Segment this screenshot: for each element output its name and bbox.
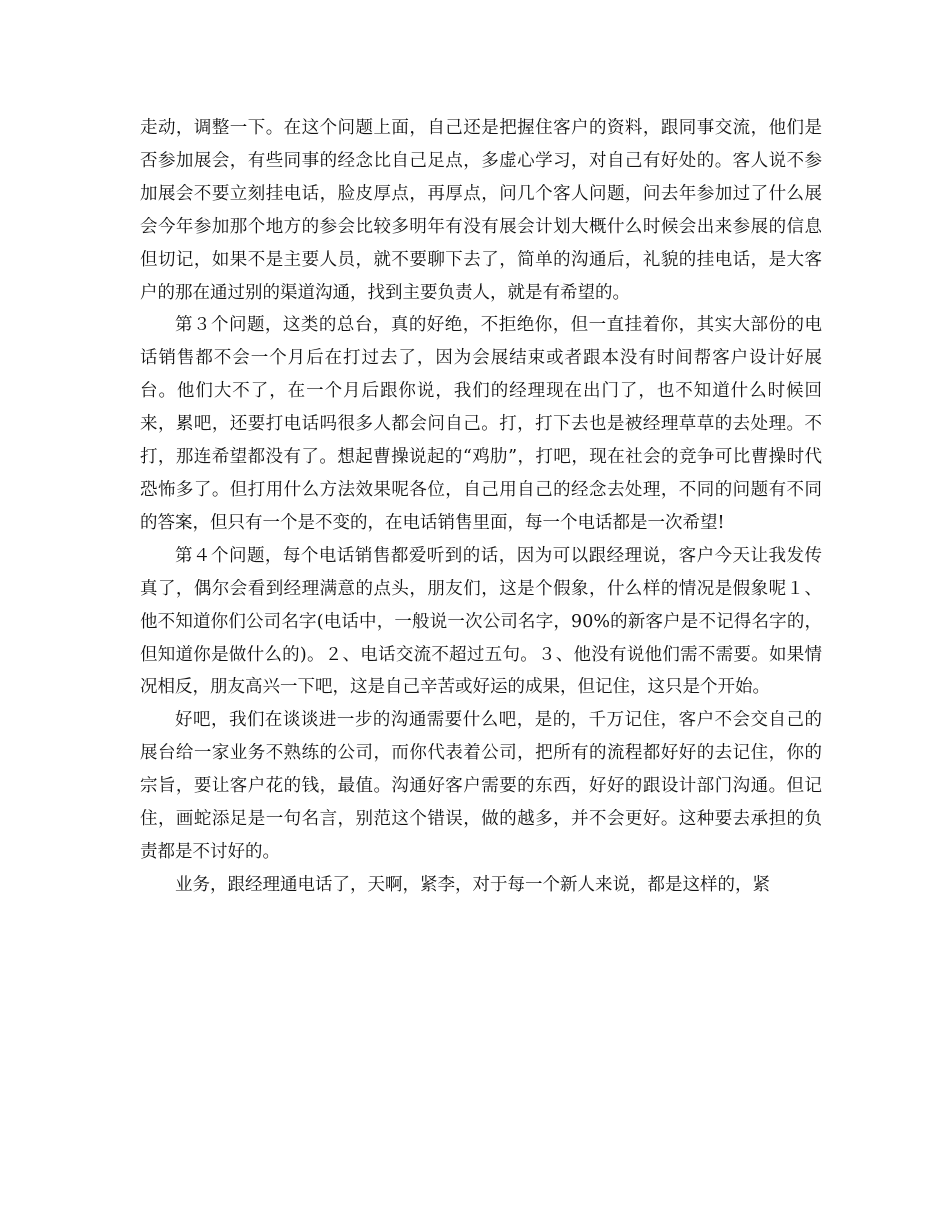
paragraph-2: 第３个问题，这类的总台，真的好绝，不拒绝你，但一直挂着你，其实大部份的电话销售都不会一个月后在打过去了，因为会展结束或者跟本没有时间帮客户设计好展台。他们大不了，在一个月后跟你说，我们的经理现在出门了，也不知道什么时候回来，累吧，还要打电话吗很多人都会问自己。打，打下去也是被经理草草的去处理。不打，那连希望都没有了。想起曹操说起的“鸡肋”，打吧，现在社会的竞争可比曹操时代恐怖多了。但打用什么方法效果呢各位，自己用自己的经念去处理，不同的问题有不同的答案，但只有一个是不变的，在电话销售里面，每一个电话都是一次希望! bbox=[140, 315, 822, 533]
paragraph-5: 业务，跟经理通电话了，天啊，紧李，对于每一个新人来说，都是这样的，紧 bbox=[175, 874, 770, 895]
paragraph-3: 第４个问题，每个电话销售都爱听到的话，因为可以跟经理说，客户今天让我发传真了，偶尔会看到经理满意的点头，朋友们，这是个假象，什么样的情况是假象呢１、他不知道你们公司名字(电话中，一般说一次公司名字，90%的新客户是不记得名字的，但知道你是做什么的)。２、电话交流不超过五句。３、他没有说他们需不需要。如果情况相反，朋友高兴一下吧，这是自己辛苦或好运的成果，但记住，这只是个开始。 bbox=[140, 545, 822, 698]
paragraph-4: 好吧，我们在谈谈进一步的沟通需要什么吧，是的，千万记住，客户不会交自己的展台给一家业务不熟练的公司，而你代表着公司，把所有的流程都好好的去记住，你的宗旨，要让客户花的钱，最值。沟通好客户需要的东西，好好的跟设计部门沟通。但记住，画蛇添足是一句名言，别范这个错误，做的越多，并不会更好。这种要去承担的负责都是不讨好的。 bbox=[140, 710, 822, 862]
document-body bbox=[140, 112, 822, 902]
paragraph-1: 走动，调整一下。在这个问题上面，自己还是把握住客户的资料，跟同事交流，他们是否参加展会，有些同事的经念比自己足点，多虚心学习，对自己有好处的。客人说不参加展会不要立刻挂电话，脸皮厚点，再厚点，问几个客人问题，问去年参加过了什么展会今年参加那个地方的参会比较多明年有没有展会计划大概什么时候会出来参展的信息但切记，如果不是主要人员，就不要聊下去了，简单的沟通后，礼貌的挂电话，是大客户的那在通过别的渠道沟通，找到主要负责人，就是有希望的。 bbox=[140, 118, 822, 303]
